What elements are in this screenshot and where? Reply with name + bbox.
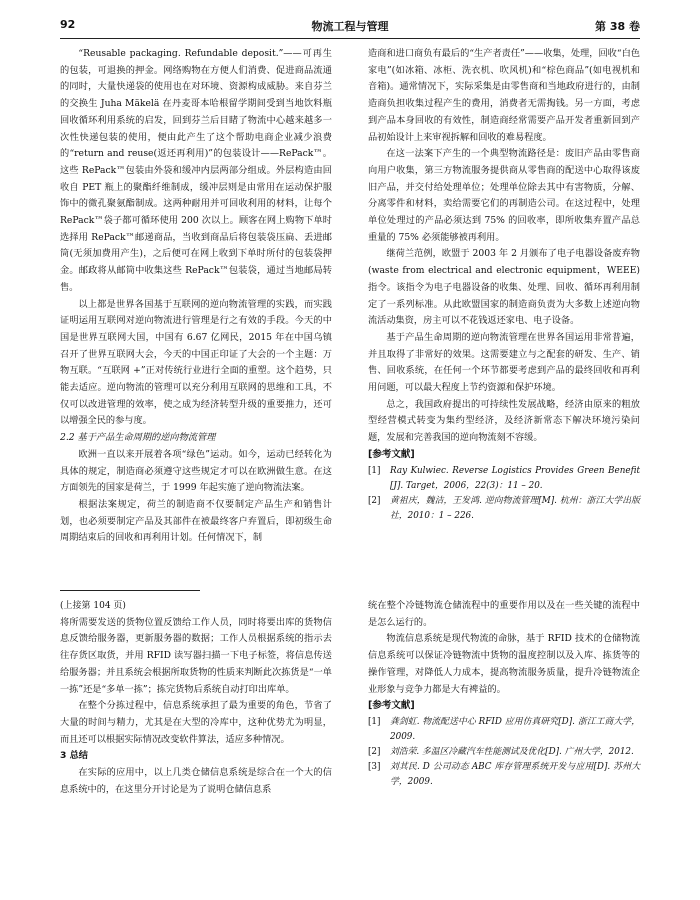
bottom-left-column <box>60 598 332 798</box>
header-rule <box>60 38 640 39</box>
reference-item <box>368 494 640 524</box>
volume-number: 第 38 卷 <box>595 20 640 33</box>
article-separator <box>60 590 200 591</box>
paragraph: “Reusable packaging. Refundable deposit.”——可再生的包装，可退换的押金。网络购物在方便人们消费、促进商品流通的同时，大量快递袋的使用也在对环境、资源构成威胁。来自芬兰的交换生 Juha Mäkelä 在丹麦哥本哈根留学期间受到当地饮料瓶回收循环利用系统的启发，回到芬兰后目睹了物流中心越来越多一次性快递包装的使用，便由此产生了这个帮助电商企业减少浪费的“return and reuse(返还再利用)”的包装设计——RePack™。这些 RePack™包装由外袋和缓冲内层两部分组成。外层构造由回收自 PET 瓶上的聚酯纤维制成，缓冲层则是由常用在运动保护服饰中的微孔聚氨酯制成。这两种耐用并可回收利用的材料，让每个 RePack™袋子都可循环使用 200 次以上。顾客在网上购物下单时选择用 RePack™邮递商品，当收到商品后将包装袋压扁、丢进邮筒(无须加费用产生)，之后便可在网上收到下单时所付的包装袋押金。邮政将从邮筒中收集这些 RePack™包装袋，通过当地邮局转售。 <box>60 48 332 293</box>
references-heading: [参考文献] <box>368 448 415 460</box>
reference-item <box>368 745 640 760</box>
paragraph: 造商和进口商负有最后的“生产者责任”——收集，处理，回收“白色家电”(如冰箱、冰柜、洗衣机、吹风机)和“棕色商品”(如电视机和音箱)。通常情况下，实际采集是由零售商和当地政府进行的，由制造商负担收集过程产生的费用，消费者无需掏钱。另一方面，考虑到产品本身回收的有效性，制造商经常需要产品开发者重新回到产品初始设计上来审视拆解和回收的难易程度。 <box>368 48 640 143</box>
journal-title: 物流工程与管理 <box>311 20 389 33</box>
bottom-right-column <box>368 598 640 790</box>
reference-number: [1] <box>368 465 381 476</box>
reference-item <box>368 760 640 790</box>
paragraph: 基于产品生命周期的逆向物流管理在世界各国运用非常普遍，并且取得了非常好的效果。这需要建立与之配套的研发、生产、销售、回收系统，在任何一个环节都要考虑到产品的最终回收和再利用问题，可以最大程度上节约资源和保护环境。 <box>368 331 640 394</box>
top-left-column <box>60 46 332 547</box>
reference-number: [1] <box>368 716 381 727</box>
paragraph: 在整个分拣过程中，信息系统承担了最为重要的角色，节省了大量的时间与精力，尤其是在大型的冷库中，这种优势尤为明显，而且还可以根据实际情况改变软件算法，适应多种情况。 <box>60 700 332 745</box>
paragraph: 继荷兰范例，欧盟于 2003 年 2 月颁布了电子电器设备废弃物(waste from electrical and electronic equipment，WEEE)指令。该指令为电子电器设备的收集、处理、回收、循环再利用制定了一系列标准。从此欧盟国家的制造商负责为大多数上述逆向物流活动集资，房主可以不花钱返还家电、电子设备。 <box>368 248 640 327</box>
section-heading: 3 总结 <box>60 750 88 762</box>
top-right-column <box>368 46 640 524</box>
paragraph: 统在整个冷链物流仓储流程中的重要作用以及在一些关键的流程中是怎么运行的。 <box>368 600 640 628</box>
paragraph: 在实际的应用中，以上几类仓储信息系统是综合在一个大的信息系统中的，在这里分开讨论是为了说明仓储信息系 <box>60 767 332 795</box>
page-number: 92 <box>60 18 76 31</box>
reference-text: 龚剑虹. 物流配送中心 RFID 应用仿真研究[D]. 浙江工商大学，2009. <box>390 716 640 742</box>
paragraph: 物流信息系统是现代物流的命脉，基于 RFID 技术的仓储物流信息系统可以保证冷链物流中货物的温度控制以及入库、拣货等的操作管理，对降低人力成本，提高物流服务质量，提升冷链物流企业形象与竞争力都是大有裨益的。 <box>368 633 640 695</box>
references-heading: [参考文献] <box>368 700 415 712</box>
paragraph: 总之，我国政府提出的可持续性发展战略，经济由原来的粗放型经营模式转变为集约型经济，及经济新常态下解决环境污染问题，发展和完善我国的逆向物流刻不容缓。 <box>368 398 640 444</box>
reference-number: [3] <box>368 761 381 772</box>
reference-item <box>368 715 640 745</box>
section-heading: 2.2 基于产品生命周期的逆向物流管理 <box>60 432 216 444</box>
reference-item <box>368 464 640 494</box>
reference-text: 刘其民. D 公司动态 ABC 库存管理系统开发与应用[D]. 苏州大学，2009. <box>390 761 640 787</box>
paragraph: 欧洲一直以来开展着各项“绿色”运动。如今，运动已经转化为具体的规定，制造商必须遵守这些规定才可以在欧洲做生意。在这方面领先的国家是荷兰，于 1999 年起实施了逆向物流法案。 <box>60 448 332 494</box>
paragraph: 根据法案规定，荷兰的制造商不仅要制定产品生产和销售计划，也必须要制定产品及其部件在被最终客户弃置后，即初级生命周期结束后的回收和再利用计划。任何情况下，制 <box>60 498 332 544</box>
continued-note: (上接第 104 页) <box>60 601 126 611</box>
paragraph: 在这一法案下产生的一个典型物流路径是：废旧产品由零售商向用户收集，第三方物流服务提供商从零售商的配送中心取得该废旧产品，并交付给处理单位；处理单位除去其中有害物质，分解、分离零件和材料，卖给需要它们的再制造公司。在这过程中，处理单位处理过的产品必须达到 75% 的回收率，即所收集弃置产品总重量的 75% 必须能够被再利用。 <box>368 148 640 243</box>
reference-number: [2] <box>368 746 381 757</box>
reference-number: [2] <box>368 495 381 506</box>
page-header <box>60 14 640 38</box>
reference-text: 黄祖庆，魏洁，王发鸿. 逆向物流管理[M]. 杭州：浙江大学出版社，2010：1 – 226. <box>390 495 640 521</box>
paragraph: 将所需要发送的货物位置反馈给工作人员，同时将要出库的货物信息反馈给服务器，更新服务器的数据；工作人员根据系统的指示去往存货区取货，并用 RFID 读写器扫描一下电子标签，将信息传送给服务器；并且系统会根据所取货物的性质来判断此次拣货是“一单一拣”还是“多单一拣”；拣完货物后系统自动打印出库单。 <box>60 616 332 695</box>
reference-text: 刘浩荣. 多温区冷藏汽车性能测试及优化[D]. 广州大学，2012. <box>390 746 634 757</box>
paragraph: 以上都是世界各国基于互联网的逆向物流管理的实践，而实践证明运用互联网对逆向物流进行管理是行之有效的手段。今天的中国是世界互联网大国，中国有 6.67 亿网民，2015 年在中国乌镇召开了世界互联网大会，今天的中国正印证了大会的一个主题：万物互联。“互联网 +”正对传统行业进行全面的重塑。这个趋势，只能去适应。逆向物流的管理可以充分利用互联网的思维和工具，不仅可以改进管理的效率，使之成为经济转型升级的重要推力，还可以增强全民的参与度。 <box>60 298 332 427</box>
reference-text: Ray Kulwiec. Reverse Logistics Provides Green Benefit [J]. Target，2006，22(3)：11 – 20. <box>390 465 640 491</box>
